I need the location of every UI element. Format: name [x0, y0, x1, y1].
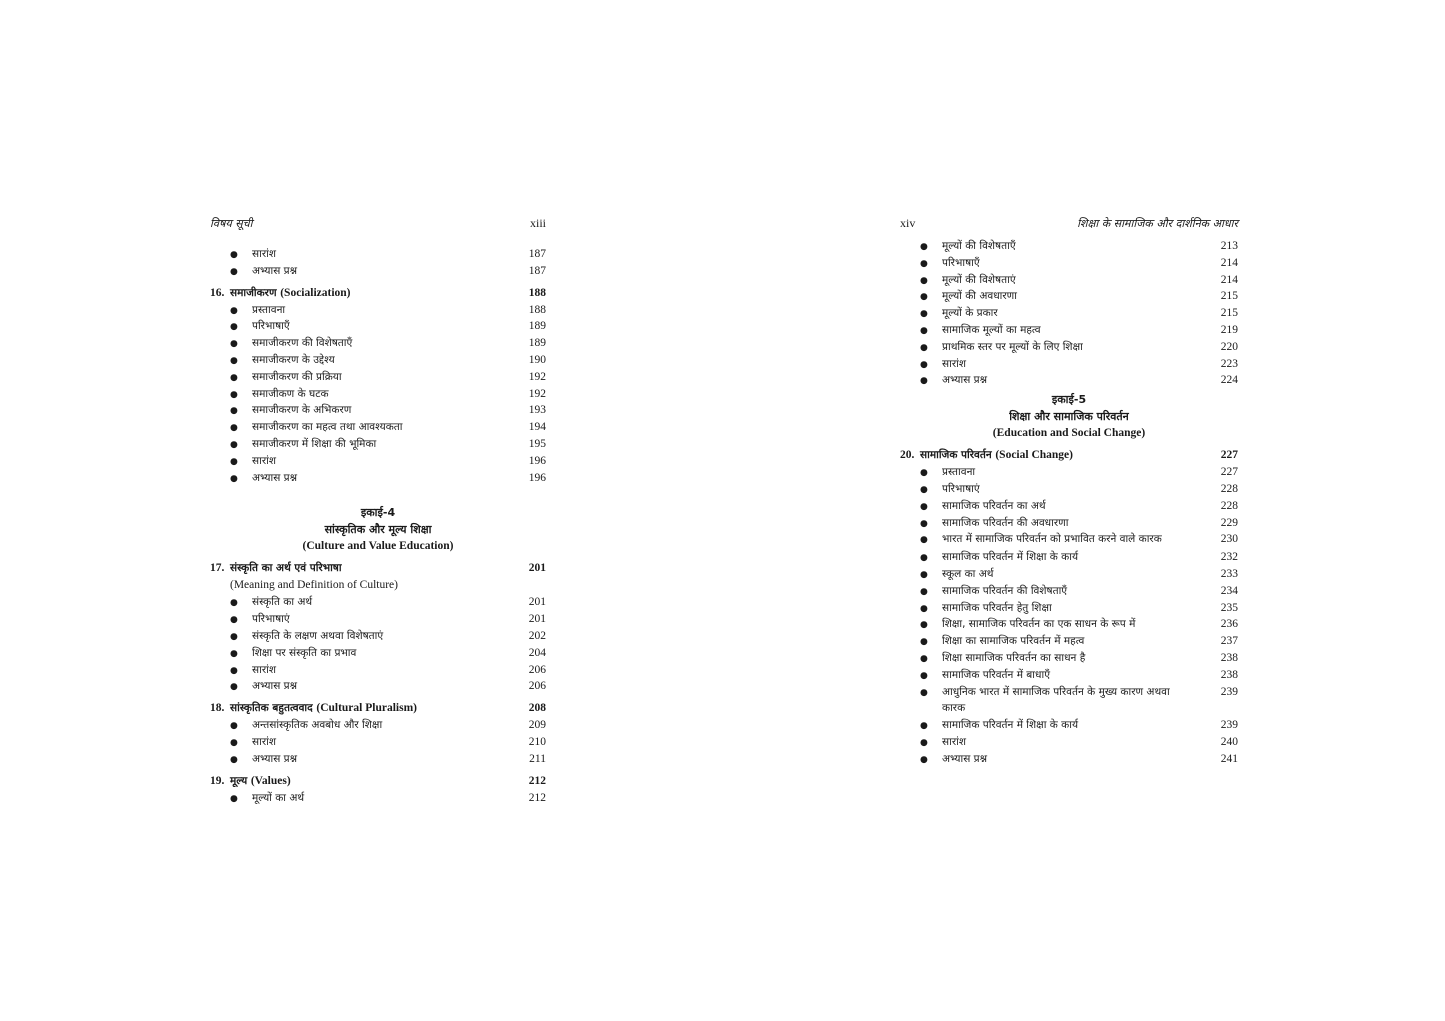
- bullet-icon: ●: [230, 250, 238, 260]
- toc-entry-title: परिभाषाएँ: [252, 320, 290, 333]
- bullet-icon: ●: [230, 737, 238, 748]
- toc-entry-page: 236: [1220, 618, 1238, 631]
- chapter-title: [230, 284, 506, 302]
- bullet-icon: ●: [920, 258, 928, 269]
- toc-list: [210, 246, 546, 280]
- toc-entry: [900, 734, 1238, 751]
- chapter-title-hindi: सांस्कृतिक बहुतत्ववाद: [230, 702, 313, 715]
- chapter-number: 20.: [900, 449, 915, 462]
- toc-entry-title: सामाजिक परिवर्तन की अवधारणा: [942, 516, 1069, 529]
- toc-entry-title: भारत में सामाजिक परिवर्तन को प्रभावित करने वाले कारक: [942, 533, 1162, 546]
- bullet-icon: ●: [920, 569, 928, 580]
- toc-entry-title: सारांश: [942, 357, 966, 370]
- unit-title-english: (Culture and Value Education): [302, 540, 454, 553]
- toc-entry-page: 229: [1220, 516, 1238, 529]
- toc-entry: [210, 662, 546, 679]
- toc-entry-title: शिक्षा का सामाजिक परिवर्तन में महत्व: [942, 635, 1085, 648]
- chapter-heading-17: [210, 559, 546, 577]
- toc-entry-title: सारांश: [252, 454, 276, 467]
- chapter-page: 188: [528, 286, 546, 299]
- toc-entry-title: सामाजिक परिवर्तन में बाधाएँ: [942, 668, 1051, 681]
- toc-entry: [210, 717, 546, 734]
- toc-entry-title: समाजीकरण के अभिकरण: [252, 404, 352, 417]
- toc-entry: [900, 498, 1238, 515]
- chapter-title-english: (Cultural Pluralism): [316, 702, 417, 715]
- bullet-icon: ●: [230, 423, 238, 434]
- bullet-icon: ●: [230, 631, 238, 642]
- toc-entry: [210, 352, 546, 369]
- bullet-icon: ●: [230, 339, 238, 350]
- toc-entry-page: 219: [1220, 323, 1238, 336]
- toc-entry: [900, 684, 1238, 718]
- bullet-icon: ●: [230, 754, 238, 765]
- toc-entry: [210, 594, 546, 611]
- toc-entry-page: 228: [1220, 499, 1238, 512]
- toc-entry: [210, 369, 546, 386]
- toc-entry: [900, 372, 1238, 389]
- unit-heading-4: [210, 504, 546, 555]
- toc-list: [210, 717, 546, 767]
- toc-entry-title: अभ्यास प्रश्न: [252, 752, 298, 765]
- bullet-icon: ●: [230, 439, 238, 450]
- toc-entry-title: प्राथमिक स्तर पर मूल्यों के लिए शिक्षा: [942, 340, 1083, 353]
- toc-entry: [900, 464, 1238, 481]
- page-number: xiv: [900, 216, 916, 230]
- chapter-number: 16.: [210, 286, 225, 299]
- running-head: [210, 216, 546, 238]
- toc-entry: [210, 386, 546, 403]
- toc-entry-page: 224: [1220, 374, 1238, 387]
- toc-entry-page: 213: [1220, 240, 1238, 252]
- toc-entry: [900, 751, 1238, 768]
- toc-entry-title: परिभाषाएं: [942, 482, 980, 495]
- toc-entry-title: अभ्यास प्रश्न: [252, 471, 298, 484]
- toc-entry-page: 187: [528, 264, 546, 277]
- unit-number: इकाई-4: [360, 506, 396, 520]
- toc-entry: [900, 255, 1238, 272]
- toc-entry-title: सामाजिक परिवर्तन हेतु शिक्षा: [942, 601, 1052, 614]
- toc-entry-title: सारांश: [252, 735, 276, 748]
- toc-entry: [900, 667, 1238, 684]
- chapter-title: [920, 446, 1198, 464]
- unit-number: इकाई-5: [1051, 393, 1087, 407]
- bullet-icon: ●: [230, 456, 238, 467]
- bullet-icon: ●: [920, 553, 928, 564]
- toc-entry-title: अन्तसांस्कृतिक अवबोध और शिक्षा: [252, 719, 383, 732]
- toc-entry-title: समाजीकरण के उद्देश्य: [252, 353, 335, 366]
- toc-entry-title: मूल्यों का अर्थ: [252, 791, 305, 804]
- toc-entry-title: संस्कृति के लक्षण अथवा विशेषताएं: [252, 629, 384, 642]
- toc-entry-page: 188: [528, 303, 546, 316]
- toc-entry-page: 206: [528, 680, 546, 693]
- toc-entry-page: 192: [528, 370, 546, 383]
- toc-entry-page: 214: [1220, 256, 1238, 269]
- chapter-page: 201: [528, 562, 546, 575]
- bullet-icon: ●: [920, 535, 928, 546]
- toc-entry-title: सामाजिक मूल्यों का महत्व: [942, 323, 1041, 336]
- running-head: [900, 216, 1238, 238]
- toc-entry-page: 193: [528, 404, 546, 417]
- bullet-icon: ●: [230, 721, 238, 732]
- toc-entry: [210, 419, 546, 436]
- toc-entry-page: 240: [1220, 735, 1238, 748]
- chapter-title: [230, 559, 506, 577]
- toc-entry-page: 220: [1220, 340, 1238, 353]
- toc-entry-title: सारांश: [252, 663, 276, 676]
- toc-entry-title: स्कूल का अर्थ: [942, 567, 994, 580]
- toc-entry-title: अभ्यास प्रश्न: [942, 374, 988, 387]
- toc-entry-page: 227: [1220, 466, 1238, 479]
- toc-list: [900, 238, 1238, 389]
- bullet-icon: ●: [920, 242, 928, 252]
- toc-entry-title: परिभाषाएं: [252, 613, 290, 626]
- toc-entry-page: 223: [1220, 357, 1238, 370]
- bullet-icon: ●: [920, 468, 928, 479]
- toc-entry-page: 214: [1220, 273, 1238, 286]
- right-page: [900, 216, 1238, 768]
- bullet-icon: ●: [230, 305, 238, 316]
- toc-entry: [210, 790, 546, 807]
- bullet-icon: ●: [920, 501, 928, 512]
- toc-entry-page: 215: [1220, 290, 1238, 303]
- chapter-number: 18.: [210, 702, 225, 715]
- toc-entry-title: मूल्यों की विशेषताएं: [942, 273, 1016, 286]
- unit-title-english: (Education and Social Change): [992, 427, 1146, 440]
- toc-entry-page: 201: [528, 613, 546, 626]
- toc-entry-page: 234: [1220, 584, 1238, 597]
- chapter-number: 17.: [210, 562, 225, 575]
- toc-entry-page: 196: [528, 471, 546, 484]
- bullet-icon: ●: [920, 653, 928, 664]
- toc-entry-title: सामाजिक परिवर्तन में शिक्षा के कार्य: [942, 719, 1079, 732]
- toc-entry-title: शिक्षा, सामाजिक परिवर्तन का एक साधन के रूप में: [942, 618, 1136, 631]
- bullet-icon: ●: [920, 342, 928, 353]
- toc-entry-title: मूल्यों के प्रकार: [942, 307, 998, 320]
- chapter-subtitle: (Meaning and Definition of Culture): [230, 579, 398, 592]
- toc-entry-page: 204: [528, 646, 546, 659]
- toc-entry-page: 189: [528, 320, 546, 333]
- page-number: xiii: [529, 216, 546, 230]
- toc-entry-page: 230: [1220, 533, 1238, 546]
- toc-entry: [210, 263, 546, 280]
- bullet-icon: ●: [920, 518, 928, 529]
- toc-entry-title: सामाजिक परिवर्तन की विशेषताएँ: [942, 584, 1068, 597]
- toc-entry-title: अभ्यास प्रश्न: [252, 264, 298, 277]
- toc-entry-page: 212: [528, 791, 546, 804]
- toc-entry-page: 238: [1220, 651, 1238, 664]
- left-page: [210, 216, 546, 806]
- toc-entry: [900, 356, 1238, 373]
- toc-entry: [900, 633, 1238, 650]
- toc-entry: [900, 717, 1238, 734]
- chapter-title: [230, 772, 506, 790]
- unit-heading-5: [900, 391, 1238, 442]
- chapter-number: 19.: [210, 774, 225, 787]
- toc-entry-title: समाजीकरण का महत्व तथा आवश्यकता: [252, 421, 403, 434]
- toc-entry: [210, 734, 546, 751]
- bullet-icon: ●: [920, 670, 928, 681]
- toc-entry-page: 202: [528, 629, 546, 642]
- bullet-icon: ●: [920, 687, 928, 698]
- toc-entry-title: अभ्यास प्रश्न: [252, 680, 298, 693]
- toc-entry: [900, 583, 1238, 600]
- toc-entry: [210, 751, 546, 768]
- toc-entry: [210, 645, 546, 662]
- toc-entry-title: सामाजिक परिवर्तन में शिक्षा के कार्य: [942, 551, 1079, 564]
- bullet-icon: ●: [230, 322, 238, 333]
- bullet-icon: ●: [230, 372, 238, 383]
- bullet-icon: ●: [920, 484, 928, 495]
- bullet-icon: ●: [920, 309, 928, 320]
- toc-entry-title: सामाजिक परिवर्तन का अर्थ: [942, 499, 1046, 512]
- bullet-icon: ●: [920, 737, 928, 748]
- toc-entry-page: 206: [528, 663, 546, 676]
- toc-entry-title: समाजीकरण की विशेषताएँ: [252, 337, 353, 350]
- toc-entry: [900, 288, 1238, 305]
- toc-entry: [210, 318, 546, 335]
- bullet-icon: ●: [230, 665, 238, 676]
- toc-entry-page: 196: [528, 454, 546, 467]
- toc-entry-page: 228: [1220, 482, 1238, 495]
- toc-entry: [210, 335, 546, 352]
- toc-entry: [900, 305, 1238, 322]
- unit-title-hindi: शिक्षा और सामाजिक परिवर्तन: [1009, 410, 1129, 424]
- toc-entry-title: प्रस्तावना: [942, 466, 976, 479]
- toc-entry: [210, 402, 546, 419]
- toc-entry-title: मूल्यों की विशेषताएँ: [942, 240, 1016, 252]
- toc-entry: [900, 549, 1238, 566]
- toc-entry: [210, 628, 546, 645]
- toc-entry: [900, 650, 1238, 667]
- bullet-icon: ●: [230, 406, 238, 417]
- toc-entry-page: 241: [1220, 752, 1238, 765]
- bullet-icon: ●: [920, 603, 928, 614]
- toc-entry-page: 210: [528, 735, 546, 748]
- chapter-title-hindi: संस्कृति का अर्थ एवं परिभाषा: [230, 562, 342, 575]
- bullet-icon: ●: [230, 473, 238, 484]
- toc-entry-page: 192: [528, 387, 546, 400]
- bullet-icon: ●: [230, 355, 238, 366]
- bullet-icon: ●: [920, 721, 928, 732]
- toc-list: [210, 594, 546, 695]
- toc-entry-page: 209: [528, 719, 546, 732]
- toc-list: [210, 302, 546, 487]
- toc-entry-page: 190: [528, 353, 546, 366]
- bullet-icon: ●: [230, 598, 238, 609]
- toc-entry: [900, 531, 1238, 549]
- toc-entry-page: 195: [528, 437, 546, 450]
- chapter-heading-19: [210, 772, 546, 790]
- toc-entry: [210, 453, 546, 470]
- running-title: शिक्षा के सामाजिक और दार्शनिक आधार: [1077, 217, 1238, 230]
- chapter-title-english: (Socialization): [280, 286, 351, 299]
- bullet-icon: ●: [230, 793, 238, 804]
- toc-entry: [900, 481, 1238, 498]
- toc-entry: [900, 322, 1238, 339]
- toc-entry-title: मूल्यों की अवधारणा: [942, 290, 1017, 303]
- bullet-icon: ●: [920, 620, 928, 631]
- chapter-heading-18: [210, 699, 546, 717]
- toc-entry-title: समाजीकरण की प्रक्रिया: [252, 370, 342, 383]
- chapter-heading-20: [900, 446, 1238, 464]
- toc-list: [900, 464, 1238, 767]
- toc-entry-title: प्रस्तावना: [252, 303, 286, 316]
- toc-entry-page: 237: [1220, 635, 1238, 648]
- bullet-icon: ●: [230, 648, 238, 659]
- toc-entry-title: शिक्षा पर संस्कृति का प्रभाव: [252, 646, 357, 659]
- bullet-icon: ●: [230, 615, 238, 626]
- chapter-title: [230, 699, 506, 717]
- toc-entry: [900, 238, 1238, 255]
- chapter-title-hindi: मूल्य: [230, 774, 248, 787]
- toc-entry-page: 239: [1220, 685, 1238, 698]
- toc-entry-title: परिभाषाएँ: [942, 256, 980, 269]
- toc-entry-title: सारांश: [252, 248, 276, 260]
- running-title: विषय सूची: [210, 217, 253, 230]
- unit-title-hindi: सांस्कृतिक और मूल्य शिक्षा: [324, 523, 432, 537]
- toc-entry-title: सारांश: [942, 735, 966, 748]
- chapter-title-hindi: सामाजिक परिवर्तन: [920, 449, 992, 462]
- chapter-page: 212: [528, 774, 546, 787]
- toc-entry: [900, 272, 1238, 289]
- toc-entry: [210, 436, 546, 453]
- toc-entry: [210, 470, 546, 487]
- toc-entry: [210, 678, 546, 695]
- toc-entry-page: 238: [1220, 668, 1238, 681]
- toc-entry: [210, 246, 546, 263]
- toc-entry-page: 239: [1220, 719, 1238, 732]
- toc-entry-title: अभ्यास प्रश्न: [942, 752, 988, 765]
- bullet-icon: ●: [230, 682, 238, 693]
- chapter-title-hindi: समाजीकरण: [230, 286, 277, 299]
- toc-entry-title: संस्कृति का अर्थ: [252, 596, 313, 609]
- toc-entry-title: समाजीकरण में शिक्षा की भूमिका: [252, 437, 377, 450]
- toc-entry-page: 235: [1220, 601, 1238, 614]
- toc-entry-title: आधुनिक भारत में सामाजिक परिवर्तन के मुख्य कारण अथवा कारक: [942, 685, 1170, 715]
- bullet-icon: ●: [920, 637, 928, 648]
- bullet-icon: ●: [230, 389, 238, 400]
- toc-entry: [210, 611, 546, 628]
- toc-entry: [210, 302, 546, 319]
- bullet-icon: ●: [920, 292, 928, 303]
- bullet-icon: ●: [920, 359, 928, 370]
- toc-entry: [900, 515, 1238, 532]
- chapter-title-english: (Values): [250, 774, 291, 787]
- bullet-icon: ●: [920, 275, 928, 286]
- bullet-icon: ●: [920, 586, 928, 597]
- chapter-title-english: (Social Change): [995, 449, 1073, 462]
- toc-entry-page: 215: [1220, 307, 1238, 320]
- toc-entry: [900, 566, 1238, 583]
- toc-entry-page: 201: [528, 596, 546, 609]
- bullet-icon: ●: [920, 754, 928, 765]
- toc-list: [210, 790, 546, 807]
- bullet-icon: ●: [230, 266, 238, 277]
- toc-entry-page: 232: [1220, 551, 1238, 564]
- toc-entry-page: 233: [1220, 567, 1238, 580]
- bullet-icon: ●: [920, 325, 928, 336]
- toc-entry: [900, 339, 1238, 356]
- toc-entry-page: 187: [528, 248, 546, 260]
- chapter-page: 208: [528, 702, 546, 715]
- chapter-heading-16: [210, 284, 546, 302]
- toc-entry-page: 194: [528, 421, 546, 434]
- toc-entry-page: 189: [528, 337, 546, 350]
- bullet-icon: ●: [920, 376, 928, 387]
- toc-entry-page: 211: [529, 752, 546, 765]
- toc-entry: [900, 600, 1238, 617]
- toc-entry-title: शिक्षा सामाजिक परिवर्तन का साधन है: [942, 651, 1086, 664]
- chapter-page: 227: [1220, 449, 1238, 462]
- toc-entry: [900, 616, 1238, 633]
- toc-entry-title: समाजीकण के घटक: [252, 387, 329, 400]
